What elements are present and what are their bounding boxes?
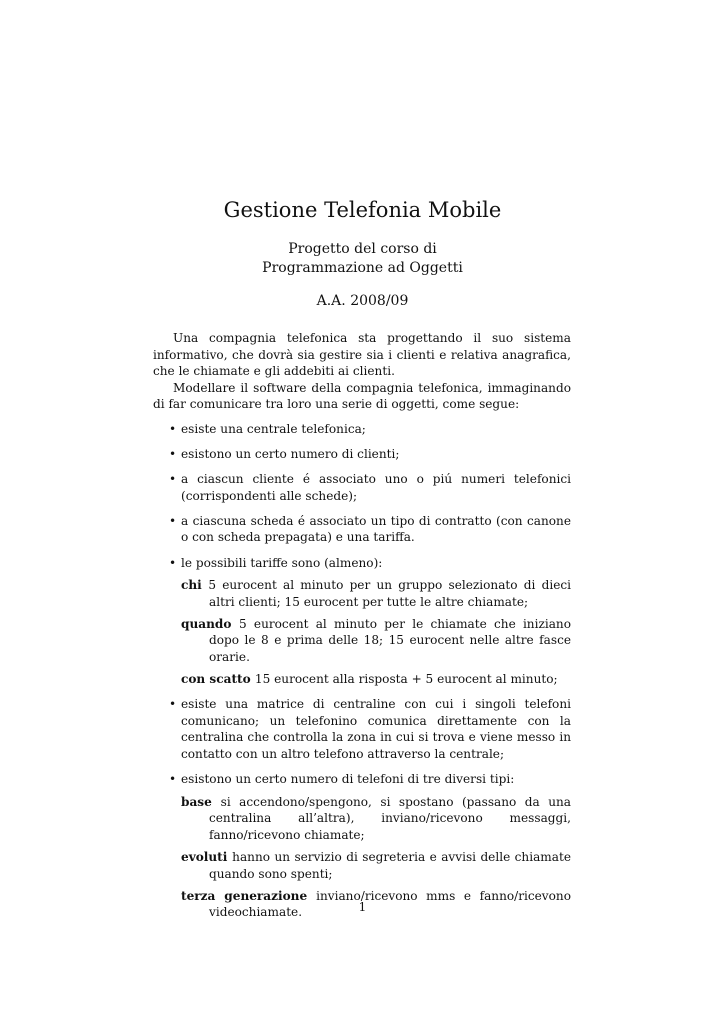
bullet-icon: •: [169, 772, 177, 787]
tariff-term: chi: [181, 578, 209, 593]
bullet-icon: •: [169, 447, 177, 462]
list-item-text: a ciascun cliente é associato uno o piú numeri telefonici (corrispondenti alle schede);: [181, 472, 571, 503]
academic-year: A.A. 2008/09: [316, 293, 409, 309]
list-item-text: a ciascuna scheda é associato un tipo di contratto (con canone o con scheda prepagata) e una tariffa.: [181, 513, 571, 545]
requirements-list: [153, 421, 571, 921]
list-item-text: esistono un certo numero di clienti;: [181, 447, 400, 462]
subtitle-line-2: Programmazione ad Oggetti: [262, 260, 463, 276]
list-item: [153, 771, 571, 921]
list-item: [153, 471, 571, 504]
list-item: [153, 421, 571, 438]
list-item-text: esiste una matrice di centraline con cui i singoli telefoni comunicano; un telefonino comunica direttamente con la centralina che controlla la zona in cui si trova e viene messo in contatto con un altro telefono attraverso la centrale;: [181, 697, 571, 761]
page-number: 1: [358, 900, 367, 914]
bullet-icon: •: [169, 697, 177, 712]
list-item: [153, 696, 571, 762]
subtitle-line-1: Progetto del corso di: [288, 241, 437, 257]
tariff-entry: [181, 671, 571, 688]
tariffs-list: [181, 577, 571, 688]
phone-type-term: base: [181, 794, 221, 809]
tariff-description: 5 eurocent al minuto per le chiamate che iniziano dopo le 8 e prima delle 18; 15 eurocent nelle altre fasce orarie.: [209, 616, 571, 664]
list-item-text: esistono un certo numero di telefoni di tre diversi tipi:: [181, 772, 515, 787]
phone-type-description: si accendono/spengono, si spostano (passano da una centralina all’altra), inviano/ricevono messaggi, fanno/ricevono chiamate;: [209, 794, 571, 842]
document-body: [153, 330, 571, 929]
phone-type-term: evoluti: [181, 849, 233, 864]
document-title: Gestione Telefonia Mobile: [223, 198, 502, 222]
tariff-description: 15 eurocent alla risposta + 5 eurocent al minuto;: [254, 672, 558, 687]
phone-type-entry: [181, 849, 571, 882]
list-item-text: esiste una centrale telefonica;: [181, 421, 366, 436]
bullet-icon: •: [169, 421, 177, 436]
bullet-icon: •: [169, 513, 177, 528]
tariff-term: quando: [181, 616, 239, 631]
tariff-entry: [181, 616, 571, 666]
tariff-term: con scatto: [181, 672, 255, 687]
intro-paragraph: Una compagnia telefonica sta progettando il suo sistema informativo, che dovrà sia gestire sia i clienti e relativa anagrafica, che le chiamate e gli addebiti ai clienti.: [153, 331, 571, 379]
task-paragraph: Modellare il software della compagnia telefonica, immaginando di far comunicare tra loro una serie di oggetti, come segue:: [153, 380, 571, 412]
phone-type-entry: [181, 794, 571, 844]
list-item: [153, 513, 571, 546]
tariff-description: 5 eurocent al minuto per un gruppo selezionato di dieci altri clienti; 15 eurocent per tutte le altre chiamate;: [208, 578, 571, 609]
title-block: [0, 196, 725, 311]
list-item: [153, 446, 571, 463]
tariff-entry: [181, 577, 571, 610]
phone-type-description: hanno un servizio di segreteria e avvisi delle chiamate quando sono spenti;: [209, 849, 571, 881]
bullet-icon: •: [169, 472, 177, 487]
list-item: [153, 555, 571, 688]
phone-type-description: inviano/ricevono mms e fanno/ricevono videochiamate.: [209, 888, 571, 920]
bullet-icon: •: [169, 555, 177, 570]
document-subtitle: [0, 240, 725, 278]
phone-type-term: terza generazione: [181, 888, 317, 903]
list-item-text: le possibili tariffe sono (almeno):: [181, 555, 383, 570]
